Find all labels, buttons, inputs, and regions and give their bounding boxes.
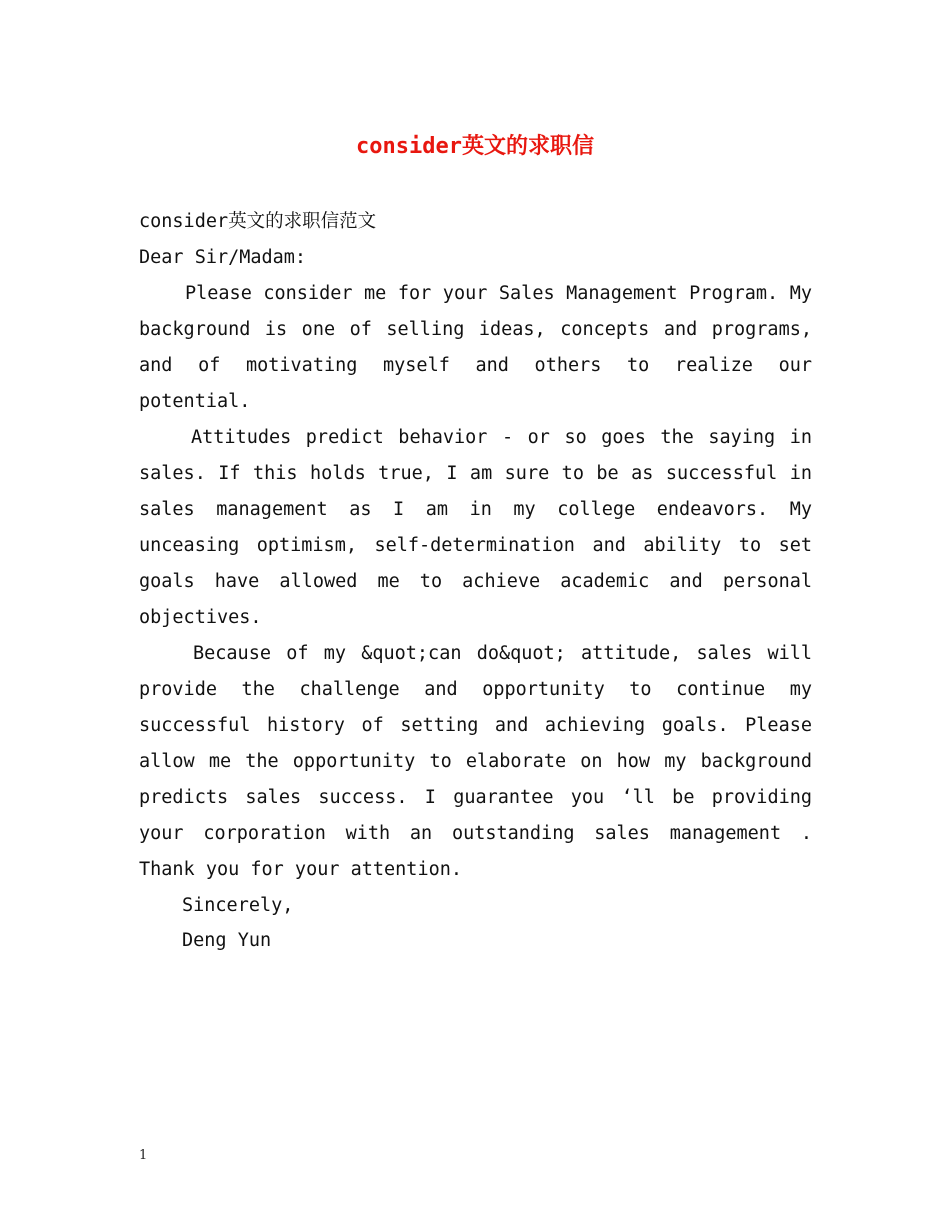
paragraph-2: Attitudes predict behavior - or so goes the saying in sales. If this holds true, I am sure to be as successful in sales management as I am in my college endeavors. My unceasing optimism, self-determination and ability to set goals have allowed me to achieve academic and personal objectives. [139,427,812,628]
paragraph-3: Because of my &quot;can do&quot; attitude, sales will provide the challenge and opportunity to continue my successful history of setting and achieving goals. Please allow me the opportunity to elaborate on how my background predicts sales success. I guarantee you ‘ll be providing your corporation with an outstanding sales management . Thank you for your attention. [139,643,812,880]
salutation: Dear Sir/Madam: [139,247,307,268]
closing: Sincerely, [182,895,294,916]
document-title: consider英文的求职信 [356,134,594,159]
letter-subtitle: consider英文的求职信范文 [139,211,377,232]
letter-body [139,204,812,958]
page-number: 1 [139,1148,148,1163]
paragraph-1: Please consider me for your Sales Management Program. My background is one of selling ideas, concepts and programs, and of motivating myself and others to realize our potential. [139,283,812,412]
signature: Deng Yun [182,930,272,951]
